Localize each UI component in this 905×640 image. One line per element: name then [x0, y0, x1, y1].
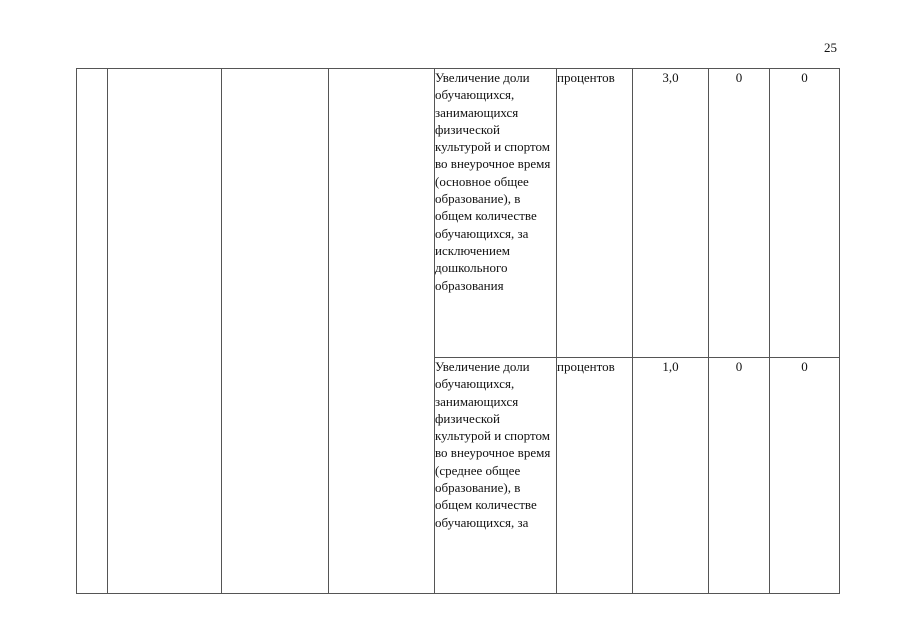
unit-cell: процентов	[557, 358, 633, 594]
unit-cell: процентов	[557, 69, 633, 358]
value-cell: 0	[770, 69, 840, 358]
indicator-text: Увеличение доли обучающихся, занимающихся физической культурой и спортом во внеурочное время (среднее общее образование), в общем количестве обучающихся, за	[435, 359, 551, 530]
empty-cell-goal	[222, 69, 329, 594]
value-cell: 0	[709, 69, 770, 358]
value-cell: 0	[770, 358, 840, 594]
value-cell: 1,0	[633, 358, 709, 594]
table-row	[77, 69, 840, 358]
empty-cell-task	[329, 69, 435, 594]
value-cell: 3,0	[633, 69, 709, 358]
indicator-cell	[435, 358, 557, 594]
empty-cell-program	[108, 69, 222, 594]
page-number: 25	[824, 40, 837, 55]
empty-cell-number	[77, 69, 108, 594]
value-cell: 0	[709, 358, 770, 594]
indicators-table	[76, 68, 840, 594]
indicator-cell	[435, 69, 557, 358]
indicator-text: Увеличение доли обучающихся, занимающихся физической культурой и спортом во внеурочное время (основное общее образование), в общем количестве обучающихся, за исключением дошкольного образования	[435, 70, 551, 293]
